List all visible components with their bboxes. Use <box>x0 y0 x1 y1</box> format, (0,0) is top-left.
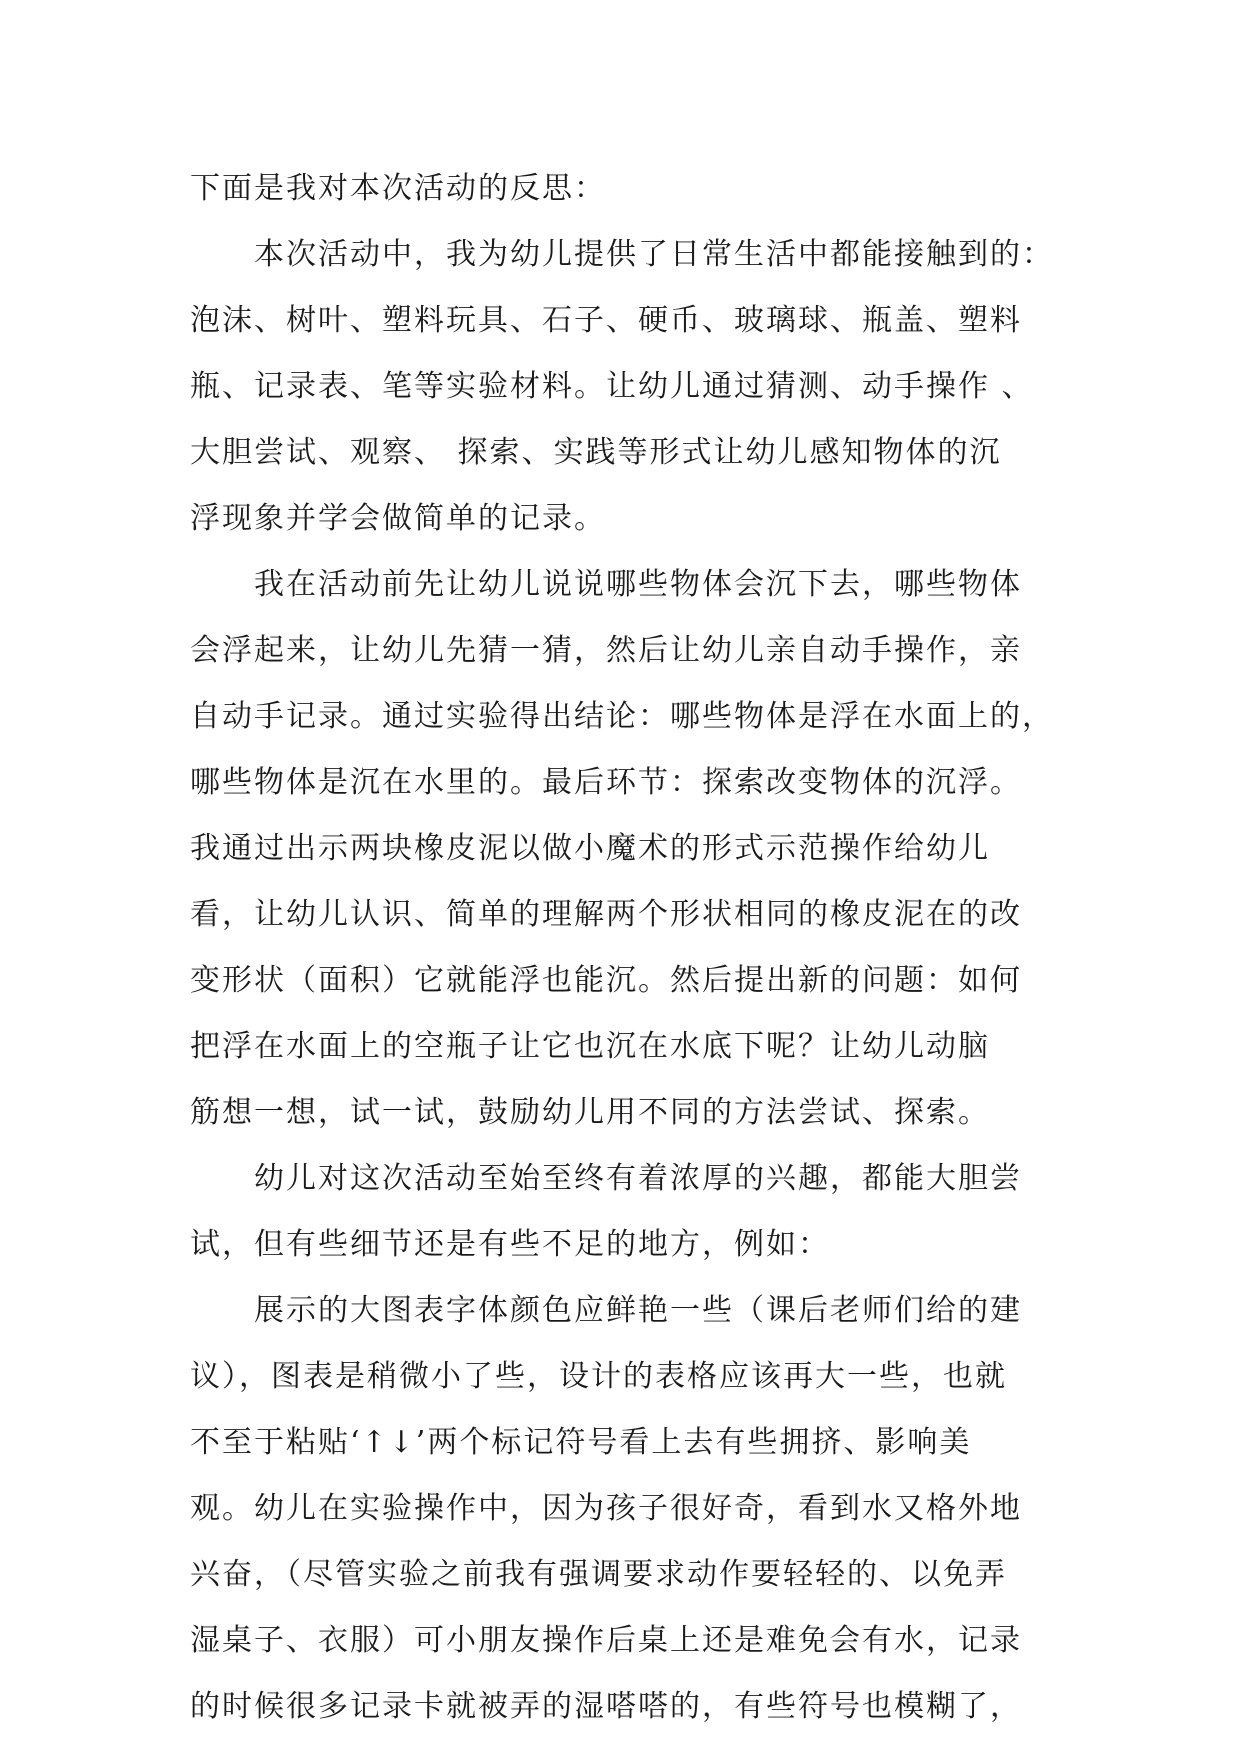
text-line: 展示的大图表字体颜色应鲜艳一些（课后老师们给的建 <box>254 1293 1022 1328</box>
text-line: 试，但有些细节还是有些不足的地方，例如： <box>190 1227 830 1262</box>
text-line: 兴奋，（尽管实验之前我有强调要求动作要轻轻的、以免弄 <box>190 1557 1007 1592</box>
text-line: 不至于粘贴‘↑↓’两个标记符号看上去有些拥挤、影响美 <box>190 1425 972 1460</box>
text-line: 自动手记录。通过实验得出结论：哪些物体是浮在水面上的， <box>190 699 1054 734</box>
text-line: 幼儿对这次活动至始至终有着浓厚的兴趣，都能大胆尝 <box>254 1161 1022 1196</box>
text-line: 看，让幼儿认识、简单的理解两个形状相同的橡皮泥在的改 <box>190 897 1022 932</box>
text-line: 本次活动中，我为幼儿提供了日常生活中都能接触到的： <box>254 237 1054 272</box>
text-line: 浮现象并学会做简单的记录。 <box>190 501 606 536</box>
text-line: 哪些物体是沉在水里的。最后环节：探索改变物体的沉浮。 <box>190 765 1022 800</box>
text-line: 大胆尝试、观察、 探索、实践等形式让幼儿感知物体的沉 <box>190 435 1002 470</box>
document-body <box>190 156 1070 1740</box>
text-line: 议），图表是稍微小了些，设计的表格应该再大一些，也就 <box>190 1359 1007 1394</box>
text-line: 我在活动前先让幼儿说说哪些物体会沉下去，哪些物体 <box>254 567 1022 602</box>
text-line: 变形状（面积）它就能浮也能沉。然后提出新的问题：如何 <box>190 963 1022 998</box>
text-line: 会浮起来，让幼儿先猜一猜，然后让幼儿亲自动手操作，亲 <box>190 633 1022 668</box>
text-line: 筋想一想，试一试，鼓励幼儿用不同的方法尝试、探索。 <box>190 1095 990 1130</box>
text-line: 把浮在水面上的空瓶子让它也沉在水底下呢？让幼儿动脑 <box>190 1029 990 1064</box>
text-line: 的时候很多记录卡就被弄的湿嗒嗒的，有些符号也模糊了， <box>190 1689 1022 1724</box>
text-line: 湿桌子、衣服）可小朋友操作后桌上还是难免会有水，记录 <box>190 1623 1022 1658</box>
text-line: 泡沫、树叶、塑料玩具、石子、硬币、玻璃球、瓶盖、塑料 <box>190 303 1022 338</box>
text-line: 下面是我对本次活动的反思： <box>190 171 606 206</box>
text-line: 我通过出示两块橡皮泥以做小魔术的形式示范操作给幼儿 <box>190 831 990 866</box>
text-line: 瓶、记录表、笔等实验材料。让幼儿通过猜测、动手操作 、 <box>190 369 1034 404</box>
text-line: 观。幼儿在实验操作中，因为孩子很好奇，看到水又格外地 <box>190 1491 1022 1526</box>
